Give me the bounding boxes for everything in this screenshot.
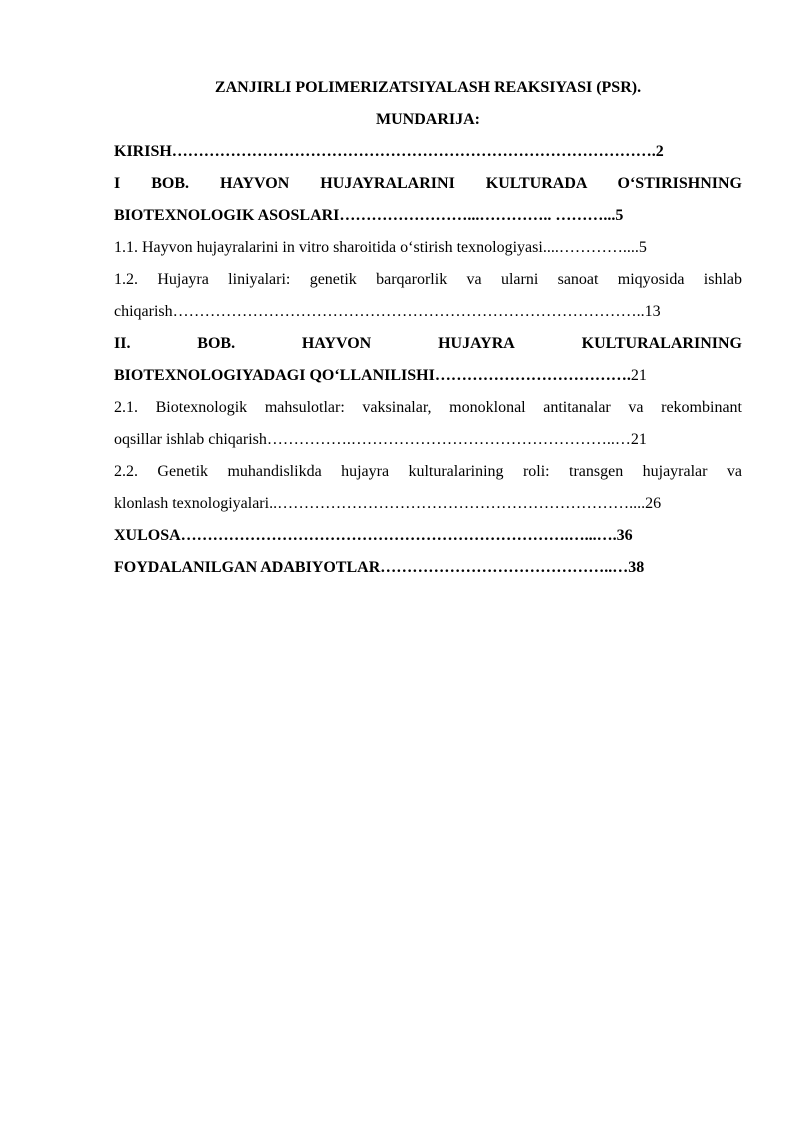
toc-entry-section-2-2-line-1: 2.2. Genetik muhandislikda hujayra kulturalarining roli: transgen hujayralar va	[114, 463, 742, 480]
toc-entry-section-1-2-line-2: chiqarish……………………………………………………………………………..13	[114, 303, 661, 320]
toc-page-number: 21	[630, 367, 647, 384]
toc-entry-section-2-1-line-2: oqsillar ishlab chiqarish…………….…………………………………………..…21	[114, 431, 647, 448]
toc-entry-section-2-1-line-1: 2.1. Biotexnologik mahsulotlar: vaksinalar, monoklonal antitanalar va rekombinant	[114, 399, 742, 416]
toc-word: BOB.	[197, 335, 236, 352]
toc-entry-section-1-1: 1.1. Hayvon hujayralarini in vitro sharoitida o‘stirish texnologiyasi....…………....5	[114, 239, 647, 256]
toc-word: HAYVON	[301, 335, 372, 352]
toc-entry-kirish: KIRISH……………………………………………………………………………….2	[114, 143, 664, 160]
toc-entry-bibliography: FOYDALANILGAN ADABIYOTLAR……………………………………..…38	[114, 559, 645, 576]
toc-entry-section-2-2-line-2: klonlash texnologiyalari..…………………………………………………………....26	[114, 495, 662, 512]
toc-entry-chapter-2-line-2	[114, 360, 742, 392]
toc-entry-chapter-1-line-1: I BOB. HAYVON HUJAYRALARINI KULTURADA O‘STIRISHNING	[114, 175, 742, 192]
toc-word: HUJAYRA	[438, 335, 515, 352]
toc-word: II.	[114, 335, 131, 352]
toc-heading: MUNDARIJA:	[376, 111, 480, 128]
toc-entry-chapter-2-title: BIOTEXNOLOGIYADAGI QO‘LLANILISHI……………………………….	[114, 367, 631, 384]
document-page	[114, 72, 742, 584]
toc-word: KULTURALARINING	[581, 335, 742, 352]
toc-entry-section-1-2-line-1: 1.2. Hujayra liniyalari: genetik barqarorlik va ularni sanoat miqyosida ishlab	[114, 271, 742, 288]
toc-entry-xulosa: XULOSA……………………………………………………………….…...….36	[114, 527, 633, 544]
document-title: ZANJIRLI POLIMERIZATSIYALASH REAKSIYASI (PSR).	[214, 79, 642, 96]
toc-entry-chapter-2-line-1	[114, 328, 742, 360]
toc-entry-chapter-1-line-2: BIOTEXNOLOGIK ASOSLARI……………………...………….. ………...5	[114, 207, 624, 224]
